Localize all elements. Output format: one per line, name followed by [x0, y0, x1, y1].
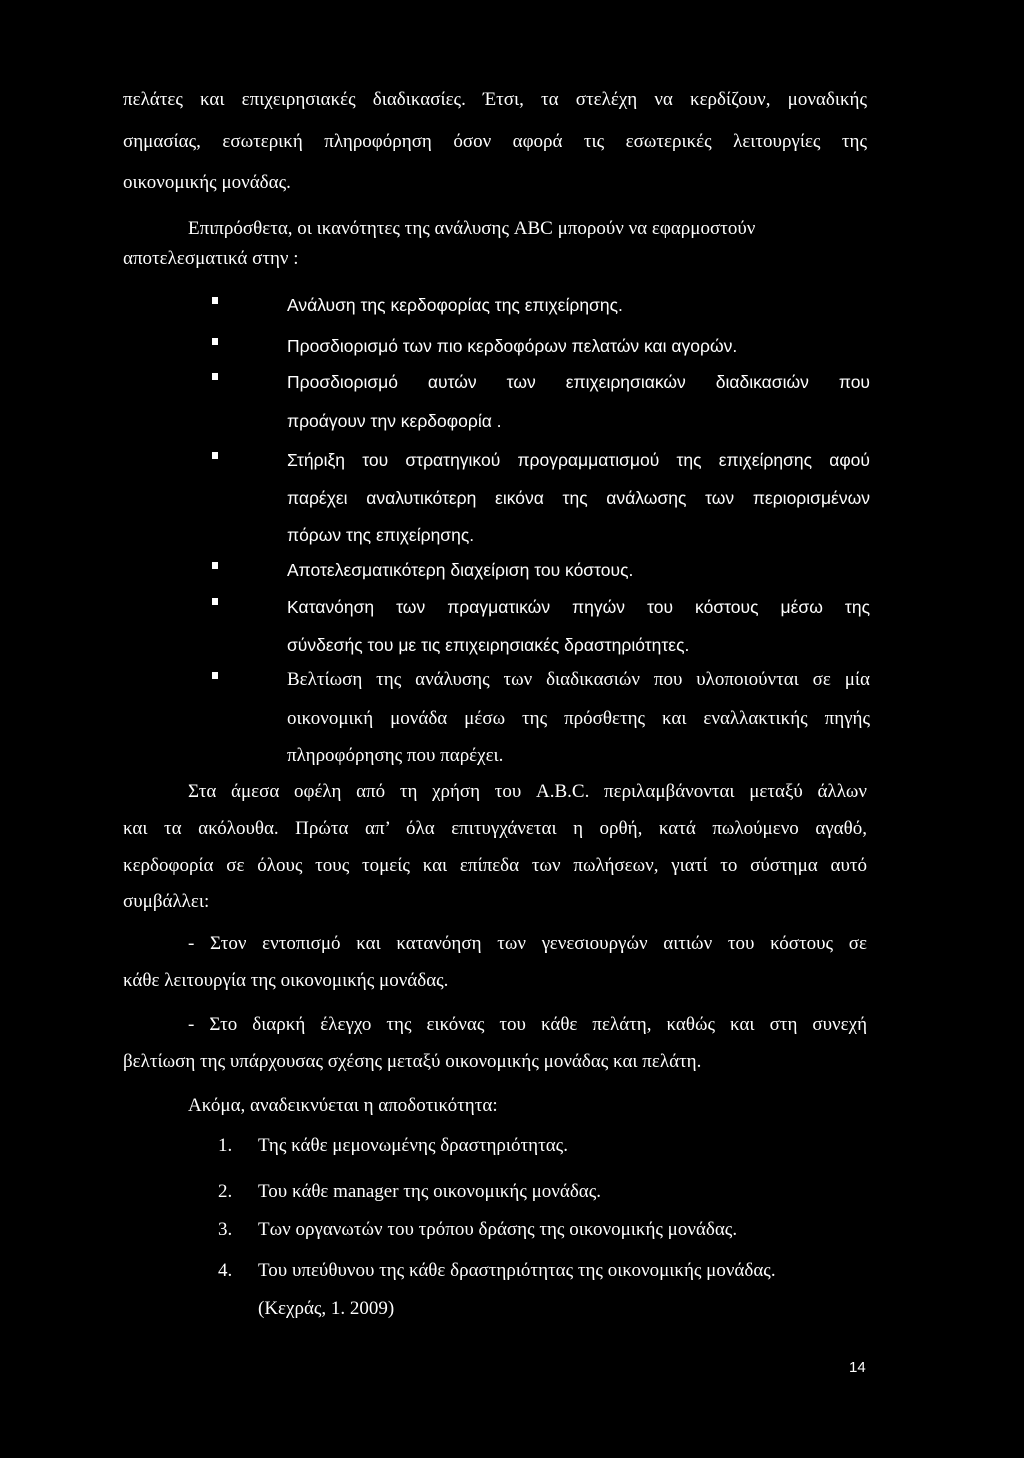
intro-line-2: σημασίας, εσωτερική πληροφόρηση όσον αφορά τις εσωτερικές λειτουργίες της — [123, 131, 867, 152]
bullet-icon — [212, 297, 218, 304]
abc-intro-line-2: αποτελεσματικά στην : — [123, 248, 299, 269]
bullet-item-6-line-1: Κατανόηση των πραγματικών πηγών του κόστους μέσω της — [287, 597, 870, 617]
bullet-item-4-line-3: πόρων της επιχείρησης. — [287, 525, 475, 545]
bullet-item-6-line-2: σύνδεσής του με τις επιχειρησιακές δραστηριότητες. — [287, 635, 690, 655]
efficiency-item-text: Του κάθε manager της οικονομικής μονάδας. — [258, 1181, 602, 1202]
bullet-item-2: Προσδιορισμό των πιο κερδοφόρων πελατών και αγορών. — [287, 336, 738, 356]
dash-item-1-line-2: κάθε λειτουργία της οικονομικής μονάδας. — [123, 970, 449, 991]
bullet-item-5: Αποτελεσματικότερη διαχείριση του κόστους. — [287, 560, 634, 580]
page-number: 14 — [849, 1359, 866, 1376]
efficiency-item-number: 1. — [218, 1135, 233, 1156]
intro-line-1: πελάτες και επιχειρησιακές διαδικασίες. Έτσι, τα στελέχη να κερδίζουν, μοναδικής — [123, 89, 867, 110]
efficiency-item-number: 2. — [218, 1181, 233, 1202]
dash-item-2-line-1: - Στο διαρκή έλεγχο της εικόνας του κάθε πελάτη, καθώς και στη συνεχή — [188, 1014, 867, 1035]
benefits-line-3: κερδοφορία σε όλους τους τομείς και επίπεδα των πωλήσεων, γιατί το σύστημα αυτό — [123, 855, 867, 876]
bullet-icon — [212, 452, 218, 459]
efficiency-item-text: Των οργανωτών του τρόπου δράσης της οικονομικής μονάδας. — [258, 1219, 738, 1240]
bullet-item-4-line-1: Στήριξη του στρατηγικού προγραμματισμού της επιχείρησης αφού — [287, 450, 870, 470]
bullet-icon — [212, 598, 218, 605]
dash-item-1-line-1: - Στον εντοπισμό και κατανόηση των γενεσιουργών αιτιών του κόστους σε — [188, 933, 867, 954]
efficiency-item-number: 4. — [218, 1260, 233, 1281]
bullet-item-7-line-2: οικονομική μονάδα μέσω της πρόσθετης και εναλλακτικής πηγής — [287, 708, 870, 729]
benefits-line-2: και τα ακόλουθα. Πρώτα απ’ όλα επιτυγχάνεται η ορθή, κατά πωλούμενο αγαθό, — [123, 818, 867, 839]
benefits-line-4: συμβάλλει: — [123, 891, 210, 912]
bullet-item-7-line-1: Βελτίωση της ανάλυσης των διαδικασιών που υλοποιούνται σε μία — [287, 669, 870, 690]
efficiency-item-number: 3. — [218, 1219, 233, 1240]
benefits-line-1: Στα άμεσα οφέλη από τη χρήση του A.B.C. περιλαμβάνονται μεταξύ άλλων — [188, 781, 867, 802]
intro-line-3: οικονομικής μονάδας. — [123, 172, 291, 193]
citation: (Κεχράς, 1. 2009) — [258, 1298, 395, 1319]
dash-item-2-line-2: βελτίωση της υπάρχουσας σχέσης μεταξύ οικονομικής μονάδας και πελάτη. — [123, 1051, 702, 1072]
efficiency-item-text: Του υπεύθυνου της κάθε δραστηριότητας της οικονομικής μονάδας. — [258, 1260, 776, 1281]
bullet-icon — [212, 562, 218, 569]
bullet-item-4-line-2: παρέχει αναλυτικότερη εικόνα της ανάλωσης των περιορισμένων — [287, 488, 870, 508]
bullet-icon — [212, 672, 218, 679]
bullet-icon — [212, 373, 218, 380]
bullet-item-7-line-3: πληροφόρησης που παρέχει. — [287, 745, 504, 766]
bullet-item-3-line-2: προάγουν την κερδοφορία . — [287, 411, 502, 431]
bullet-item-3-line-1: Προσδιορισμό αυτών των επιχειρησιακών διαδικασιών που — [287, 372, 870, 392]
bullet-icon — [212, 338, 218, 345]
bullet-item-1: Ανάλυση της κερδοφορίας της επιχείρησης. — [287, 295, 623, 315]
abc-intro-line-1: Επιπρόσθετα, οι ικανότητες της ανάλυσης ABC μπορούν να εφαρμοστούν — [188, 218, 756, 239]
efficiency-intro: Ακόμα, αναδεικνύεται η αποδοτικότητα: — [188, 1095, 498, 1116]
efficiency-item-text: Της κάθε μεμονωμένης δραστηριότητας. — [258, 1135, 568, 1156]
